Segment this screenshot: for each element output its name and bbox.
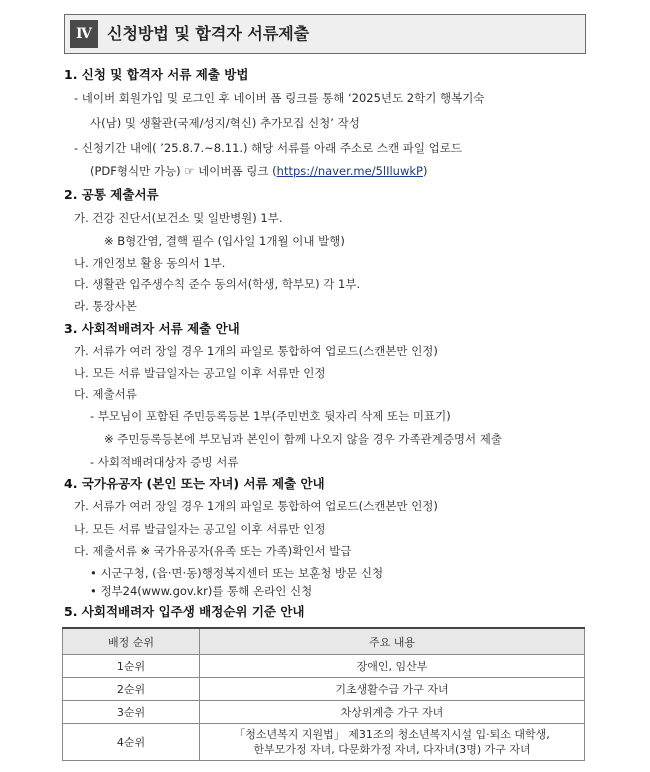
s3-item-b: 나. 모든 서류 발급일자는 공고일 이후 서류만 인정 (74, 366, 326, 380)
s4-item-c2: • 정부24(www.gov.kr)를 통해 온라인 신청 (90, 584, 313, 598)
table-header-content: 주요 내용 (200, 628, 585, 655)
table-cell-content: 장애인, 임산부 (200, 655, 585, 678)
naver-form-link[interactable]: https://naver.me/5lIluwkP (276, 164, 423, 178)
s4-title: 4. 국가유공자 (본인 또는 자녀) 서류 제출 안내 (64, 476, 325, 491)
table-cell-rank: 2순위 (63, 678, 200, 701)
s3-item-a: 가. 서류가 여러 장일 경우 1개의 파일로 통합하여 업로드(스캔본만 인정) (74, 344, 438, 358)
table-row (63, 678, 585, 701)
table-row (63, 701, 585, 724)
s2-item-a-note: ※ B형간염, 결핵 필수 (입사일 1개월 이내 발행) (104, 234, 345, 248)
s2-item-c: 다. 생활관 입주생수칙 준수 동의서(학생, 학부모) 각 1부. (74, 277, 361, 291)
table-row (63, 655, 585, 678)
s2-item-a: 가. 건강 진단서(보건소 및 일반병원) 1부. (74, 211, 283, 225)
s3-item-c2: - 사회적배려대상자 증빙 서류 (90, 455, 239, 469)
s1-line2: 사(남) 및 생활관(국제/성지/혁신) 추가모집 신청’ 작성 (90, 116, 360, 130)
table-header-rank: 배정 순위 (63, 628, 200, 655)
section-title: 신청방법 및 합격자 서류제출 (107, 24, 310, 43)
table-cell-rank: 1순위 (63, 655, 200, 678)
s4-item-c1: • 시군구청, (읍·면·동)행정복지센터 또는 보훈청 방문 신청 (90, 566, 384, 580)
s3-item-c: 다. 제출서류 (74, 387, 137, 401)
table-header-row (63, 628, 585, 655)
s1-line4 (90, 163, 427, 179)
table-cell-rank: 4순위 (63, 724, 200, 761)
priority-table (62, 627, 585, 761)
s2-item-d: 라. 통장사본 (74, 299, 137, 313)
table-cell-content: 차상위계층 가구 자녀 (200, 701, 585, 724)
s3-item-c1: - 부모님이 포함된 주민등록등본 1부(주민번호 뒷자리 삭제 또는 미표기) (90, 409, 451, 423)
s1-title: 1. 신청 및 합격자 서류 제출 방법 (64, 67, 249, 82)
table-row (63, 724, 585, 761)
section-header (64, 14, 586, 54)
s2-item-b: 나. 개인정보 활용 동의서 1부. (74, 256, 226, 270)
table-cell-content: 기초생활수급 가구 자녀 (200, 678, 585, 701)
s4-item-c: 다. 제출서류 ※ 국가유공자(유족 또는 가족)확인서 발급 (74, 544, 352, 558)
s4-item-a: 가. 서류가 여러 장일 경우 1개의 파일로 통합하여 업로드(스캔본만 인정) (74, 499, 438, 513)
s3-title: 3. 사회적배려자 서류 제출 안내 (64, 321, 240, 336)
table-cell-content-line2: 한부모가정 자녀, 다문화가정 자녀, 다자녀(3명) 가구 자녀 (253, 743, 531, 756)
section-number-badge: Ⅳ (70, 20, 98, 48)
s1-line4-suffix: ) (422, 164, 428, 178)
s1-line4-prefix: (PDF형식만 가능) ☞ 네이버폼 링크 ( (90, 164, 277, 178)
table-cell-content-line1: 「청소년복지 지원법」 제31조의 청소년복지시설 입·퇴소 대학생, (234, 728, 550, 741)
s3-item-c1-note: ※ 주민등록등본에 부모님과 본인이 함께 나오지 않을 경우 가족관계증명서 제출 (104, 432, 503, 446)
table-cell-content (200, 724, 585, 761)
s1-line3: - 신청기간 내에( ’25.8.7.~8.11.) 해당 서류를 아래 주소로 스캔 파일 업로드 (74, 141, 462, 155)
s4-item-b: 나. 모든 서류 발급일자는 공고일 이후 서류만 인정 (74, 522, 326, 536)
s5-title: 5. 사회적배려자 입주생 배정순위 기준 안내 (64, 604, 305, 619)
table-cell-rank: 3순위 (63, 701, 200, 724)
s1-line1: - 네이버 회원가입 및 로그인 후 네이버 폼 링크를 통해 ‘2025년도 2학기 행복기숙 (74, 91, 485, 105)
s2-title: 2. 공통 제출서류 (64, 187, 159, 202)
